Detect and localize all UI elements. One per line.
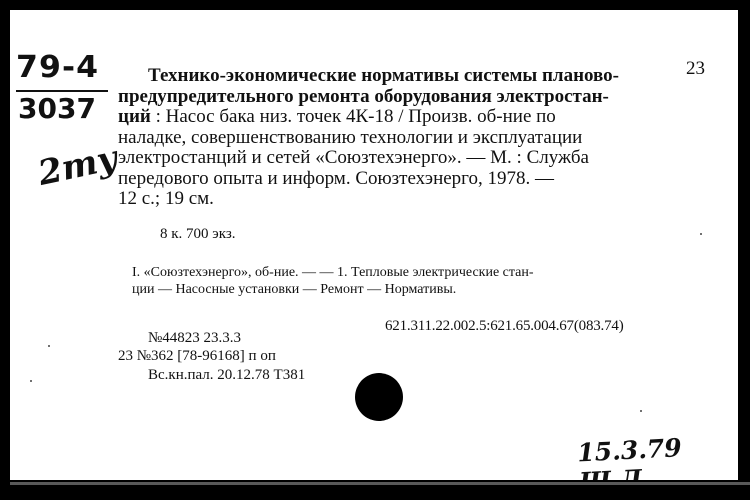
bibliographic-description (118, 66, 708, 210)
title-line-2: предупредительного ремонта оборудования электростан- (118, 85, 609, 107)
call-mark-handwritten: 2ту (34, 138, 122, 194)
title-line-1: Технико-экономические нормативы системы планово- (148, 65, 620, 86)
udc-index: 621.311.22.002.5:621.65.004.67(083.74) (385, 318, 624, 334)
scan-speck (30, 380, 32, 382)
body-line-7: 12 с.; 19 см. (118, 188, 214, 209)
body-line-3-text: : Насос бака низ. точек 4К-18 / Произв. об-ние по (150, 106, 556, 127)
scan-speck (700, 233, 702, 235)
subjects-line-1: I. «Союзтехэнерго», об-ние. — — 1. Тепловые электрические стан- (132, 265, 534, 280)
page-number: 23 (686, 58, 705, 79)
scan-border-right (738, 0, 750, 500)
call-mark-top: 79-4 (16, 50, 100, 85)
subject-headings (132, 264, 534, 298)
scan-border-top (0, 0, 750, 10)
handwritten-date: 15.3.79 (576, 433, 683, 468)
scan-border-gap (10, 482, 750, 485)
punch-hole (355, 373, 403, 421)
ref-line-2: 23 №362 [78-96168] п оп (118, 348, 276, 364)
price-copies: 8 к. 700 экз. (160, 226, 236, 242)
body-line-3 (118, 107, 708, 128)
scan-speck (640, 410, 642, 412)
body-line-5: электростанций и сетей «Союзтехэнерго». — М. : Служба (118, 147, 589, 168)
scan-border-left (0, 0, 10, 500)
title-line-3-end: ций (118, 106, 151, 127)
ref-line-1: №44823 23.3.3 (148, 330, 242, 346)
body-line-6: передового опыта и информ. Союзтехэнерго, 1978. — (118, 167, 554, 189)
ref-line-3: Вс.кн.пал. 20.12.78 Т381 (148, 367, 306, 383)
call-mark-number: 3037 (18, 92, 96, 125)
body-line-4: наладке, совершенствованию технологии и эксплуатации (118, 126, 583, 148)
scan-speck (48, 345, 50, 347)
subjects-line-2: ции — Насосные установки — Ремонт — Нормативы. (132, 282, 457, 297)
